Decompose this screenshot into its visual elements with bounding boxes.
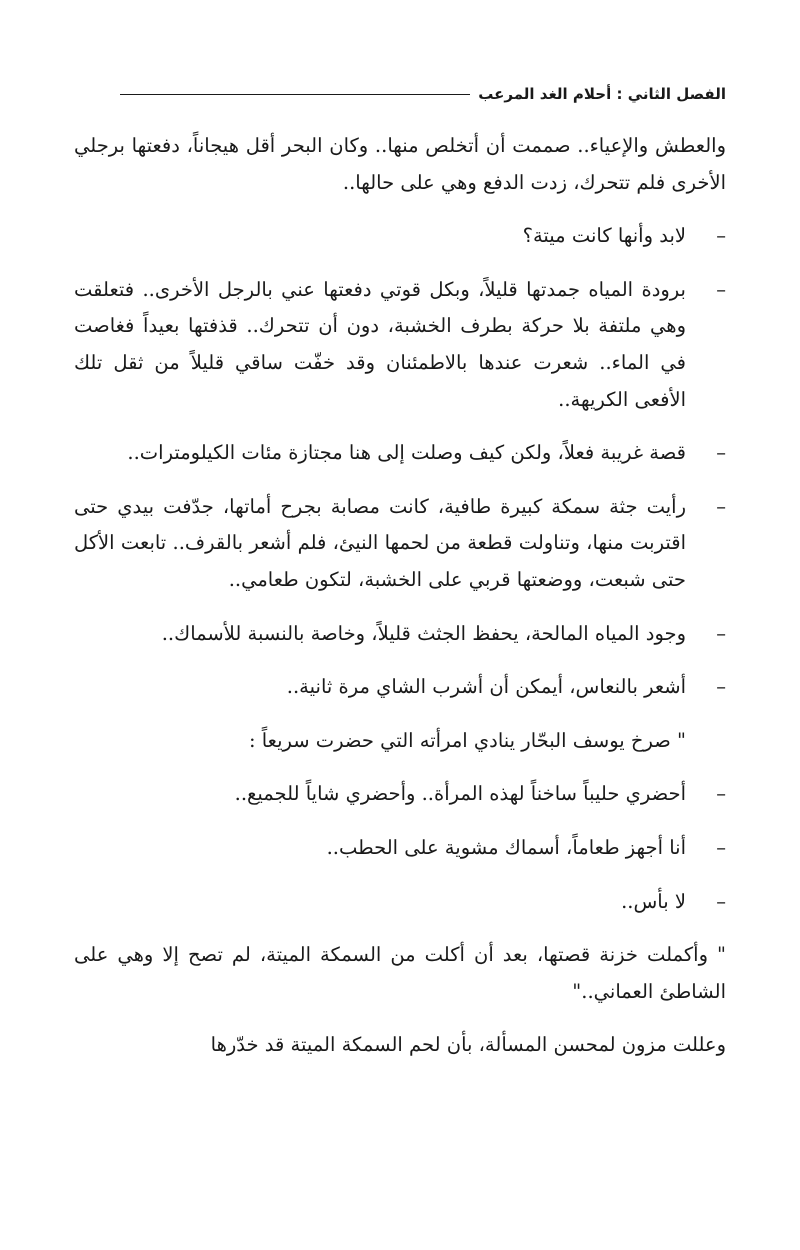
paragraph-2: وعللت مزون لمحسن المسألة، بأن لحم السمكة الميتة قد خدّرها — [210, 1033, 726, 1057]
narration-2: " وأكملت خزنة قصتها، بعد أن أكلت من السمكة الميتة، لم تصح إلا وهي على الشاطئ العماني.." — [74, 943, 726, 1003]
dialogue-line-4 — [74, 489, 726, 599]
dialogue-text: أنا أجهز طعاماً، أسماك مشوية على الحطب.. — [326, 835, 686, 859]
dialogue-line-8 — [74, 830, 726, 867]
running-header — [120, 80, 726, 108]
dialogue-text: وجود المياه المالحة، يحفظ الجثث قليلاً، وخاصة بالنسبة للأسماك.. — [161, 621, 686, 645]
dialogue-line-1 — [74, 218, 726, 255]
dialogue-dash: – — [716, 835, 726, 859]
dialogue-line-3 — [74, 435, 726, 472]
paragraph-1: والعطش والإعياء.. صممت أن أتخلص منها.. وكان البحر أقل هيجاناً، دفعتها برجلي الأخرى فلم تتحرك، زدت الدفع وهي على حالها.. — [74, 134, 726, 194]
dialogue-dash: – — [716, 224, 726, 248]
dialogue-text: برودة المياه جمدتها قليلاً، وبكل قوتي دفعتها عني بالرجل الأخرى.. فتعلقت وهي ملتفة بلا حركة بطرف الخشبة، دون أن تتحرك.. قذفتها بعيداً فغاصت في الماء.. شعرت عندها بالاطمئنان وقد خفّت ساقي قليلاً من ثقل تلك الأفعى الكريهة.. — [74, 277, 686, 411]
dialogue-text: لابد وأنها كانت ميتة؟ — [522, 224, 686, 248]
dialogue-line-6 — [74, 669, 726, 706]
dialogue-dash: – — [716, 621, 726, 645]
page-body — [74, 128, 726, 1081]
dialogue-dash: – — [716, 277, 726, 301]
dialogue-line-7 — [74, 776, 726, 813]
dialogue-text: لا بأس.. — [621, 889, 686, 913]
dialogue-dash: – — [716, 494, 726, 518]
dialogue-dash: – — [716, 782, 726, 806]
dialogue-line-5 — [74, 616, 726, 653]
chapter-title: الفصل الثاني : أحلام الغد المرعب — [478, 85, 726, 103]
dialogue-line-2 — [74, 272, 726, 418]
dialogue-text: أحضري حليباً ساخناً لهذه المرأة.. وأحضري شاياً للجميع.. — [234, 782, 686, 806]
narration-1: " صرخ يوسف البحّار ينادي امرأته التي حضرت سريعاً : — [248, 728, 686, 752]
dialogue-dash: – — [716, 441, 726, 465]
dialogue-line-9 — [74, 884, 726, 921]
dialogue-text: أشعر بالنعاس، أيمكن أن أشرب الشاي مرة ثانية.. — [286, 675, 686, 699]
dialogue-dash: – — [716, 675, 726, 699]
dialogue-text: رأيت جثة سمكة كبيرة طافية، كانت مصابة بجرح أماتها، جدّفت بيدي حتى اقتربت منها، وتناولت قطعة من لحمها النيئ، فلم أشعر بالقرف.. تابعت الأكل حتى شبعت، ووضعتها قربي على الخشبة، لتكون طعامي.. — [74, 494, 686, 591]
header-rule — [120, 94, 470, 95]
dialogue-dash: – — [716, 889, 726, 913]
dialogue-text: قصة غريبة فعلاً، ولكن كيف وصلت إلى هنا مجتازة مئات الكيلومترات.. — [127, 441, 686, 465]
